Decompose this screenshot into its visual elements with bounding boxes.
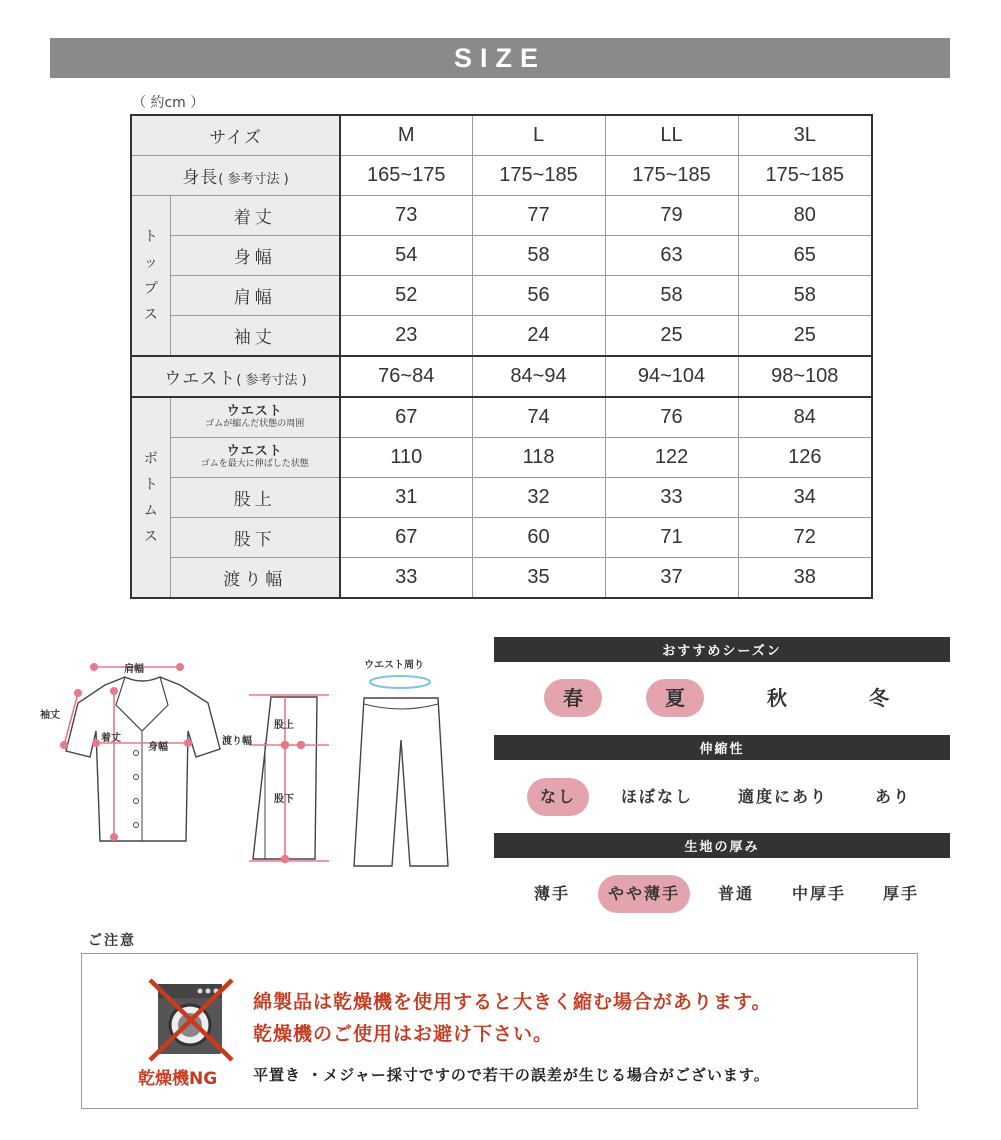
table-cell: 80 [738, 196, 872, 236]
label-width: 身幅 [148, 742, 168, 753]
shirt-button [134, 799, 139, 804]
table-row [131, 397, 872, 438]
caution-title: ご注意 [88, 933, 136, 949]
caution-line-2: 乾燥機のご使用はお避け下さい。 [253, 1023, 554, 1045]
table-cell: 33 [605, 478, 738, 518]
measure-point [185, 740, 191, 746]
table-cell: 76 [605, 397, 738, 438]
table-cell: 63 [605, 236, 738, 276]
season-option-autumn: 秋 [767, 686, 787, 710]
label-sleeve: 袖丈 [40, 710, 60, 721]
row-label: 身幅 [170, 236, 340, 276]
table-cell: 32 [472, 478, 605, 518]
table-cell: 94~104 [605, 356, 738, 397]
table-row [131, 196, 872, 236]
tops-category-char: ッ [143, 254, 158, 271]
thickness-option-medium-thick: 中厚手 [791, 884, 846, 903]
table-row [131, 518, 872, 558]
row-label: 肩幅 [170, 276, 340, 316]
measure-point [93, 740, 99, 746]
table-row [131, 558, 872, 599]
table-cell: 31 [340, 478, 472, 518]
measure-point [111, 834, 117, 840]
dryer-ng-label: 乾燥機NG [138, 1069, 218, 1089]
bottoms-category [131, 397, 170, 598]
bottoms-category-char: ト [143, 476, 158, 493]
table-cell: 38 [738, 558, 872, 599]
stretch-option-almost-none: ほぼなし [620, 787, 693, 806]
bottoms-category-char: ス [143, 528, 158, 545]
tops-category-char: ス [143, 306, 158, 323]
label-shoulder: 肩幅 [124, 664, 144, 675]
table-cell: 84 [738, 397, 872, 438]
shirt-diagram [30, 655, 240, 865]
season-option-winter: 冬 [869, 686, 889, 710]
waist-label-sub: ( 参考寸法 ) [236, 373, 307, 388]
table-cell: 54 [340, 236, 472, 276]
season-bar [494, 637, 950, 662]
unit-note: （ 約cm ） [132, 95, 205, 111]
table-cell: 74 [472, 397, 605, 438]
table-cell: 58 [738, 276, 872, 316]
table-row [131, 316, 872, 357]
table-cell: 175~185 [738, 156, 872, 196]
size-col-header: L [472, 115, 605, 156]
row-label-sub: ゴムを最大に伸ばした状態 [200, 458, 309, 469]
label-inseam: 股下 [274, 794, 294, 805]
table-cell: 58 [472, 236, 605, 276]
shirt-button [134, 823, 139, 828]
table-cell: 118 [472, 438, 605, 478]
table-cell: 24 [472, 316, 605, 357]
height-row-label [131, 156, 340, 196]
measure-point [282, 742, 289, 749]
table-cell: 67 [340, 518, 472, 558]
stretch-option-yes: あり [874, 787, 911, 806]
measure-point [282, 856, 289, 863]
stretch-option-none: なし [527, 778, 589, 816]
thickness-option-thin: 薄手 [533, 884, 570, 903]
table-cell: 165~175 [340, 156, 472, 196]
row-label [170, 397, 340, 438]
table-row [131, 356, 872, 397]
pants-side-diagram [245, 683, 335, 868]
row-label: 着丈 [170, 196, 340, 236]
bottoms-category-char: ボ [143, 450, 158, 467]
table-cell: 34 [738, 478, 872, 518]
season-title: おすすめシーズン [662, 644, 782, 659]
table-cell: 58 [605, 276, 738, 316]
season-option-spring: 春 [544, 679, 602, 717]
measure-point [75, 690, 81, 696]
tops-category-char: プ [143, 280, 158, 297]
waist-label: ウエスト [164, 369, 237, 389]
shirt-outline [66, 677, 220, 841]
size-title-bar [50, 38, 950, 78]
table-cell: 175~185 [605, 156, 738, 196]
table-cell: 52 [340, 276, 472, 316]
shirt-button [134, 775, 139, 780]
measure-point [298, 742, 305, 749]
size-col-header: 3L [738, 115, 872, 156]
table-cell: 25 [738, 316, 872, 357]
table-row [131, 156, 872, 196]
table-row [131, 438, 872, 478]
size-col-header: LL [605, 115, 738, 156]
stretch-bar [494, 735, 950, 760]
table-row [131, 276, 872, 316]
thickness-bar [494, 833, 950, 858]
waist-row-label [131, 356, 340, 397]
table-cell: 25 [605, 316, 738, 357]
shirt-button [134, 751, 139, 756]
tops-category-char: ト [143, 228, 158, 245]
stretch-title: 伸縮性 [699, 742, 745, 757]
thickness-option-slightly-thin: やや薄手 [598, 875, 690, 913]
table-cell: 76~84 [340, 356, 472, 397]
measure-point [91, 664, 97, 670]
size-col-header: M [340, 115, 472, 156]
size-table [130, 114, 873, 599]
stretch-option-moderate: 適度にあり [737, 787, 828, 806]
table-cell: 37 [605, 558, 738, 599]
label-thigh: 渡り幅 [222, 736, 252, 747]
table-cell: 122 [605, 438, 738, 478]
measure-point [111, 688, 117, 694]
table-cell: 71 [605, 518, 738, 558]
height-label-sub: ( 参考寸法 ) [218, 172, 289, 187]
table-cell: 84~94 [472, 356, 605, 397]
caution-line-1: 綿製品は乾燥機を使用すると大きく縮む場合があります。 [253, 991, 772, 1013]
table-cell: 126 [738, 438, 872, 478]
dryer-knob-icon [198, 989, 203, 994]
label-rise: 股上 [274, 720, 294, 731]
row-label: 渡り幅 [170, 558, 340, 599]
table-cell: 60 [472, 518, 605, 558]
measure-point [61, 742, 67, 748]
row-label [170, 438, 340, 478]
label-length: 着丈 [101, 733, 121, 744]
table-cell: 175~185 [472, 156, 605, 196]
row-label: 股下 [170, 518, 340, 558]
table-cell: 98~108 [738, 356, 872, 397]
height-label: 身長 [182, 168, 219, 188]
table-cell: 23 [340, 316, 472, 357]
table-cell: 65 [738, 236, 872, 276]
label-waist-around: ウエスト周り [364, 660, 424, 671]
table-cell: 77 [472, 196, 605, 236]
table-cell: 33 [340, 558, 472, 599]
row-label: 袖丈 [170, 316, 340, 357]
row-label: 股上 [170, 478, 340, 518]
bottoms-category-char: ム [143, 502, 158, 519]
table-cell: 72 [738, 518, 872, 558]
pants-front-diagram [350, 668, 460, 873]
waist-measure-ellipse [370, 676, 430, 688]
row-label-main: ウエスト [226, 443, 283, 459]
table-cell: 35 [472, 558, 605, 599]
dryer-knob-icon [206, 989, 211, 994]
size-title: SIZE [453, 42, 546, 73]
row-label-sub: ゴムが縮んだ状態の周囲 [205, 418, 305, 429]
table-header-row [131, 115, 872, 156]
pants-front-outline [354, 698, 448, 866]
tops-category [131, 196, 170, 357]
row-label-main: ウエスト [226, 403, 283, 419]
table-cell: 79 [605, 196, 738, 236]
table-cell: 110 [340, 438, 472, 478]
table-cell: 67 [340, 397, 472, 438]
table-cell: 56 [472, 276, 605, 316]
season-option-summer: 夏 [646, 679, 704, 717]
caution-line-3: 平置き ・メジャー採寸ですので若干の誤差が生じる場合がございます。 [253, 1066, 770, 1084]
table-row [131, 478, 872, 518]
table-row [131, 236, 872, 276]
thickness-option-thick: 厚手 [882, 884, 919, 903]
measure-point [177, 664, 183, 670]
table-cell: 73 [340, 196, 472, 236]
size-header-label: サイズ [131, 115, 340, 156]
thickness-option-normal: 普通 [717, 884, 754, 903]
dryer-ng-icon [146, 978, 236, 1062]
thickness-title: 生地の厚み [684, 840, 760, 855]
